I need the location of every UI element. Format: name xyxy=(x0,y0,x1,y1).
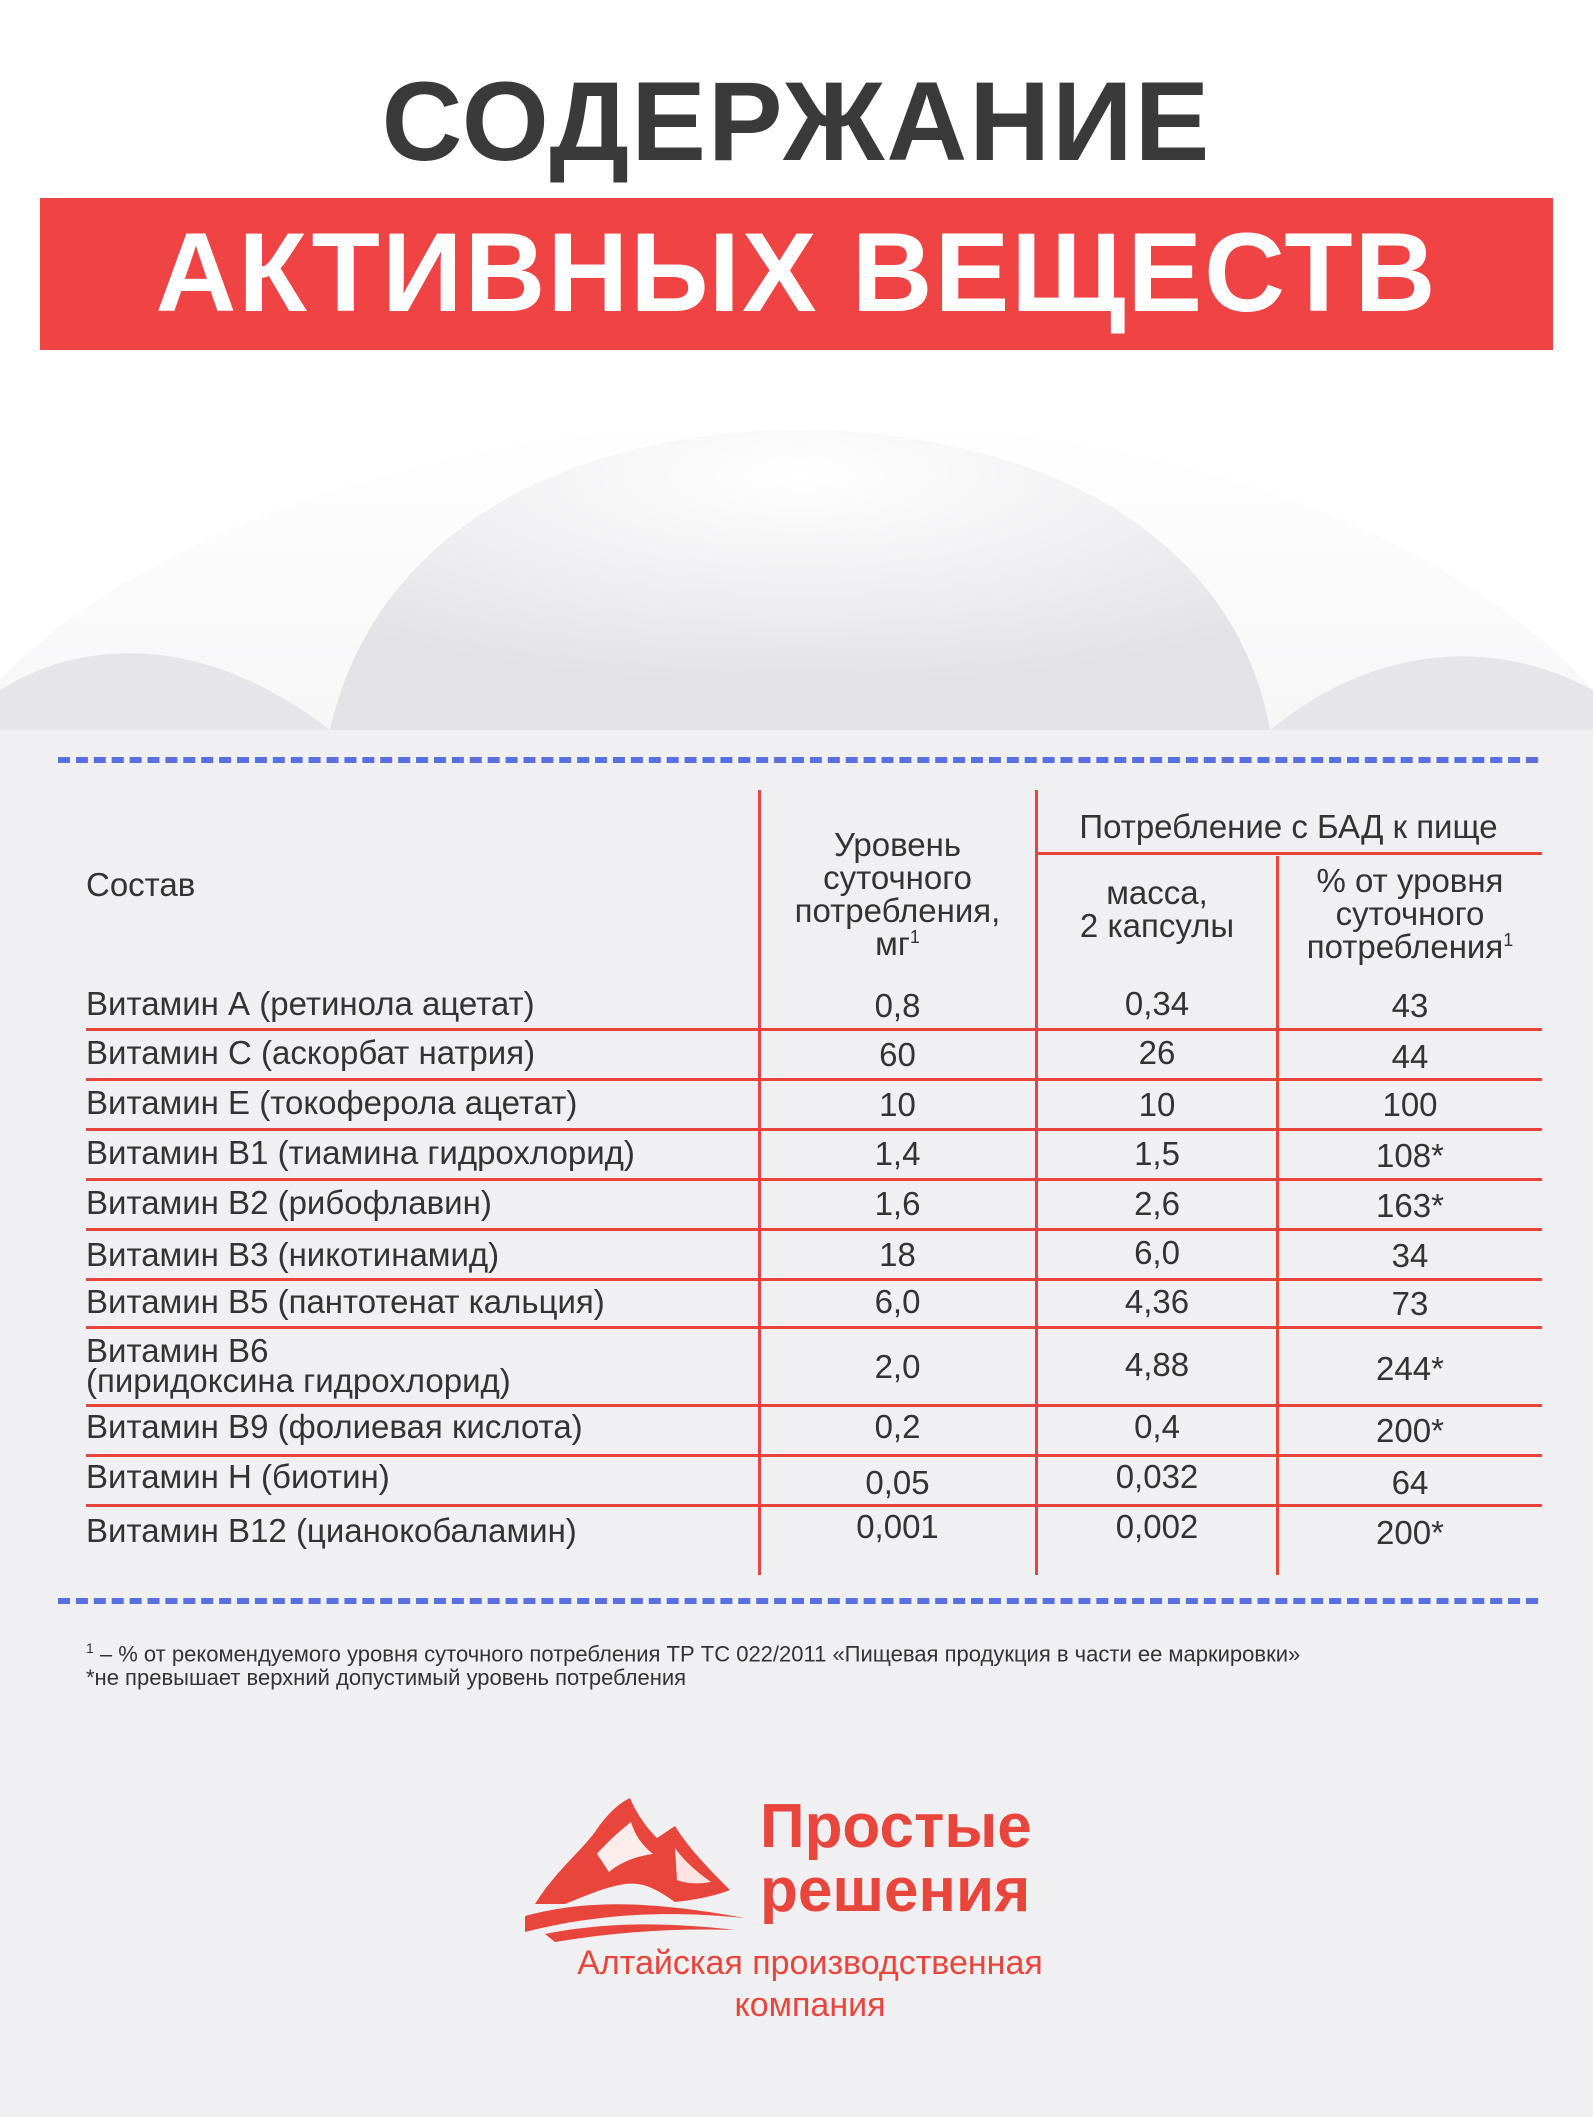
footnotes xyxy=(86,1636,1300,1690)
table-row-percent: 34 xyxy=(1391,1237,1429,1274)
table-row-name: Витамин В5 (пантотенат кальция) xyxy=(86,1283,605,1320)
brand-name: Простые решения xyxy=(760,1792,1032,1925)
table-row-mass: 0,002 xyxy=(1115,1508,1199,1545)
table-row-name: Витамин В12 (цианокобаламин) xyxy=(86,1512,577,1549)
dashed-divider-bottom xyxy=(58,1598,1538,1604)
table-row-mass: 10 xyxy=(1138,1086,1176,1123)
table-row-level: 2,0 xyxy=(874,1348,921,1385)
table-row-level: 6,0 xyxy=(874,1283,921,1320)
title-line-2: АКТИВНЫХ ВЕЩЕСТВ xyxy=(155,210,1438,335)
footnote-1: $^1$ – % от рекомендуемого уровня суточного потребления ТР ТС 022/2011 «Пищевая продукция в части ее маркировки» xyxy=(86,1640,1301,1667)
table-row-level: 0,2 xyxy=(874,1408,921,1445)
table-row-name: Витамин В2 (рибофлавин) xyxy=(86,1184,492,1221)
table-row-percent: 44 xyxy=(1391,1038,1429,1075)
table-row-level: 1,6 xyxy=(874,1185,921,1222)
table-row-name: Витамин Н (биотин) xyxy=(86,1458,390,1495)
table-row-level: 0,001 xyxy=(856,1508,939,1545)
table-row-mass: 0,032 xyxy=(1115,1458,1199,1495)
table-row-level: 60 xyxy=(879,1036,916,1073)
table-row-mass: 2,6 xyxy=(1134,1185,1180,1222)
table-row-mass: 0,4 xyxy=(1134,1408,1180,1445)
table-row-percent: 73 xyxy=(1391,1285,1429,1322)
table-row-percent: 163* xyxy=(1376,1187,1444,1224)
table-row-mass: 4,36 xyxy=(1124,1283,1190,1320)
table-row-percent: 108* xyxy=(1376,1137,1444,1174)
table-row-mass: 6,0 xyxy=(1134,1234,1180,1271)
table-row-name: Витамин Е (токоферола ацетат) xyxy=(86,1084,578,1121)
table-row-mass: 4,88 xyxy=(1124,1346,1190,1383)
header-consumption-group: Потребление с БАД к пище xyxy=(1079,808,1498,845)
table-row-level: 18 xyxy=(879,1236,916,1273)
table-row-mass: 0,34 xyxy=(1124,985,1190,1022)
header-mass: масса, 2 капсулы xyxy=(1079,874,1235,944)
table-row-name: Витамин В1 (тиамина гидрохлорид) xyxy=(86,1134,635,1171)
table-row-mass: 1,5 xyxy=(1134,1135,1180,1172)
table-row-name: Витамин В3 (никотинамид) xyxy=(86,1236,500,1273)
table-row-level: 1,4 xyxy=(874,1135,921,1172)
title-line-1: СОДЕРЖАНИЕ xyxy=(381,59,1212,184)
header-daily-level: Уровень суточного потребления, $мг^1$ xyxy=(794,826,1001,962)
table-row-percent: 244* xyxy=(1376,1350,1444,1387)
table-row-percent: 200* xyxy=(1376,1514,1444,1551)
table-row-level: 10 xyxy=(879,1086,916,1123)
table-row-percent: 100 xyxy=(1382,1086,1438,1123)
table-row-name: Витамин С (аскорбат натрия) xyxy=(86,1034,536,1071)
table-row-name: Витамин В6 xyxy=(86,1332,269,1369)
dashed-divider-top xyxy=(58,757,1538,763)
table-row-mass: 26 xyxy=(1138,1034,1176,1071)
table-row-name-line2: (пиридоксина гидрохлорид) xyxy=(86,1362,511,1399)
brand-subtitle: Алтайская производственная компания xyxy=(577,1944,1043,2024)
table-row-percent: 64 xyxy=(1391,1464,1429,1501)
table-row-name: Витамин А (ретинола ацетат) xyxy=(86,985,535,1022)
header-percent: % от уровня суточного потребления$^1$ xyxy=(1306,862,1514,965)
table-row-name: Витамин В9 (фолиевая кислота) xyxy=(86,1408,583,1445)
mountain-logo-icon xyxy=(525,1792,750,1942)
footnote-2: *не превышает верхний допустимый уровень потребления xyxy=(86,1665,687,1691)
table-row-level: 0,05 xyxy=(865,1464,930,1501)
table-row-percent: 200* xyxy=(1376,1412,1444,1449)
table-row-percent: 43 xyxy=(1391,987,1429,1024)
header-composition: Состав xyxy=(86,866,196,903)
table-row-level: 0,8 xyxy=(874,987,921,1024)
